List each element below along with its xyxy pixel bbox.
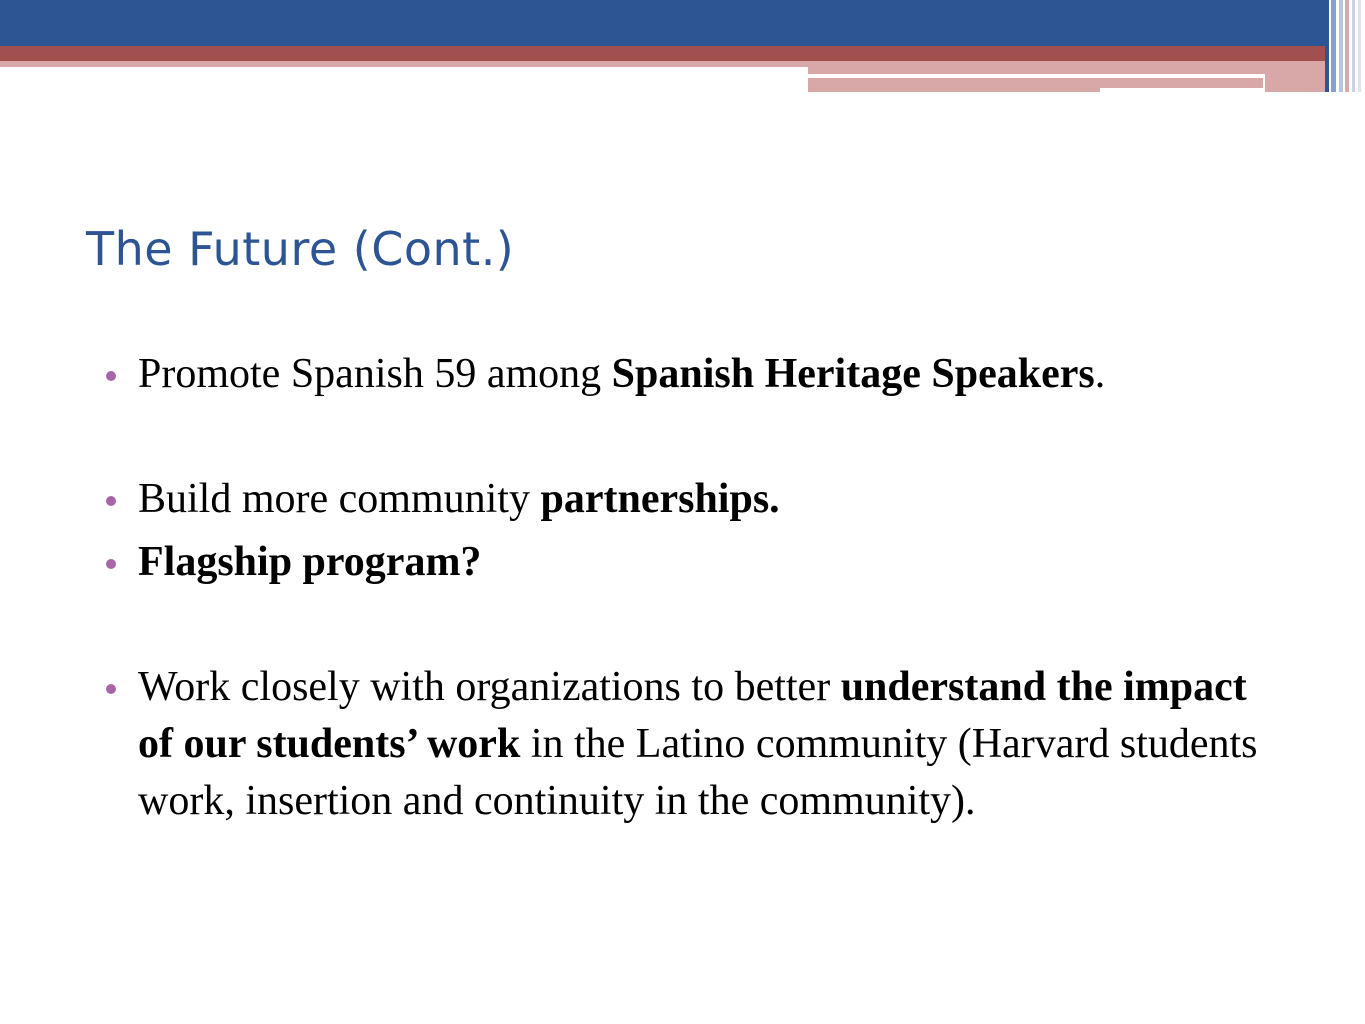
bullet-dot-icon bbox=[106, 371, 116, 381]
header-band-pink bbox=[0, 61, 808, 67]
header-band-blue bbox=[0, 0, 1325, 46]
header-band-pink bbox=[808, 61, 1325, 74]
bullet-dot-icon bbox=[106, 559, 116, 569]
bullet-segment: Build more community bbox=[138, 476, 541, 522]
bullet-text bbox=[138, 664, 1258, 824]
bullet-segment: Work closely with organizations to better bbox=[138, 664, 841, 710]
bullet-segment: Promote Spanish 59 among bbox=[138, 351, 612, 397]
bullet-item bbox=[104, 471, 1284, 528]
bullet-text bbox=[138, 539, 481, 585]
bullet-segment-bold: partnerships. bbox=[540, 476, 780, 522]
bullet-item bbox=[104, 659, 1284, 830]
bullet-segment-bold: Spanish Heritage Speakers bbox=[611, 351, 1095, 397]
bullet-list bbox=[104, 346, 1284, 830]
bullet-item bbox=[104, 534, 1284, 591]
bullet-item bbox=[104, 346, 1284, 403]
bullet-segment: in the Latino community (Harvard students work, insertion and continuity in the community). bbox=[138, 721, 1258, 824]
slide-title: The Future (Cont.) bbox=[86, 222, 515, 276]
header-band-pink bbox=[1265, 74, 1325, 92]
bullet-text bbox=[138, 476, 780, 522]
bullet-dot-icon bbox=[106, 496, 116, 506]
header-stripes bbox=[1325, 0, 1365, 92]
bullet-segment-bold: understand the impact of our students’ work bbox=[138, 664, 1247, 767]
bullet-segment: . bbox=[1094, 351, 1106, 397]
header-band-red bbox=[0, 46, 1325, 61]
header-divider-line bbox=[1100, 88, 1265, 92]
bullet-dot-icon bbox=[106, 684, 116, 694]
bullet-segment-bold: Flagship program? bbox=[138, 539, 482, 585]
bullet-text bbox=[138, 351, 1105, 397]
